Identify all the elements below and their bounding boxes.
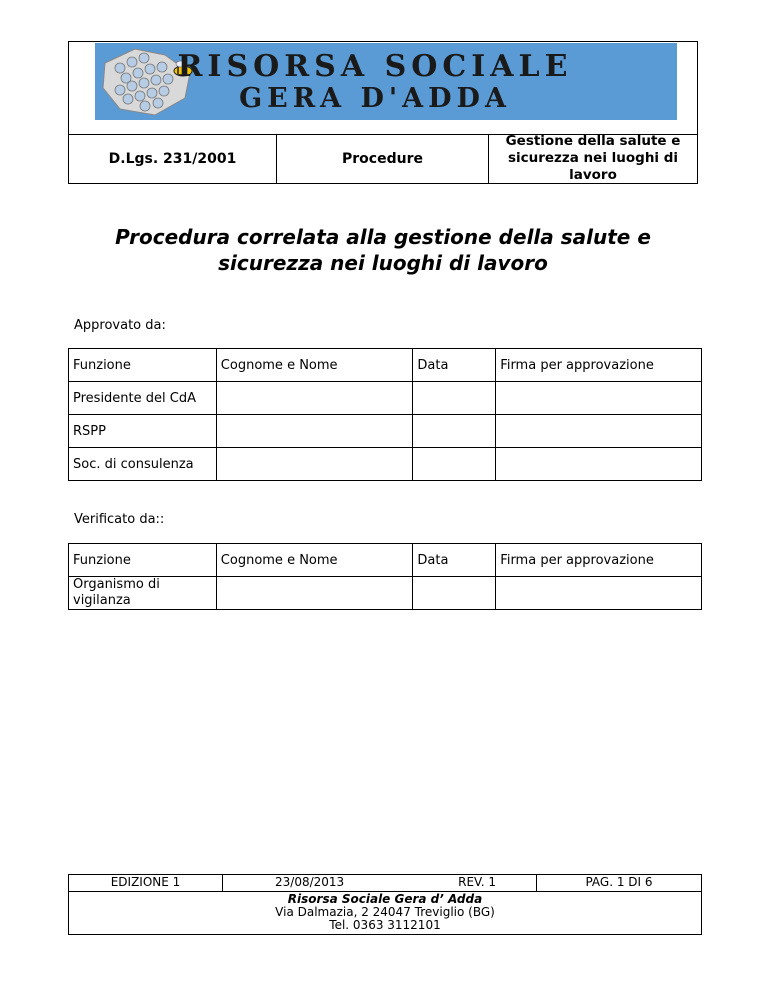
name-cell	[216, 415, 413, 448]
footer-address-block	[69, 892, 701, 934]
logo-line-2: GERA D'ADDA	[239, 83, 511, 114]
header-law: D.Lgs. 231/2001	[69, 134, 277, 183]
footer-revision: REV. 1	[383, 875, 537, 891]
date-cell	[413, 415, 496, 448]
role-cell: Organismo di vigilanza	[69, 577, 217, 610]
footer-meta-row	[69, 875, 701, 892]
verification-table	[68, 543, 702, 610]
signature-cell	[496, 577, 702, 610]
signature-cell	[496, 448, 702, 481]
date-cell	[413, 448, 496, 481]
footer-org-name: Risorsa Sociale Gera d’ Adda	[287, 892, 483, 906]
signature-cell	[496, 415, 702, 448]
approved-label: Approvato da:	[74, 318, 166, 333]
table-row	[69, 415, 702, 448]
column-header: Data	[413, 544, 496, 577]
verified-label: Verificato da::	[74, 512, 165, 527]
logo-line-1: RISORSA SOCIALE	[177, 49, 573, 84]
column-header: Firma per approvazione	[496, 544, 702, 577]
name-cell	[216, 382, 413, 415]
approval-table	[68, 348, 702, 481]
header-topic: Gestione della salute e sicurezza nei luoghi di lavoro	[505, 133, 681, 183]
table-row	[69, 382, 702, 415]
date-cell	[413, 382, 496, 415]
role-cell: Soc. di consulenza	[69, 448, 217, 481]
column-header: Cognome e Nome	[216, 544, 413, 577]
signature-cell	[496, 382, 702, 415]
table-header-row	[69, 544, 702, 577]
footer-page-number: PAG. 1 DI 6	[585, 875, 653, 889]
company-logo	[95, 43, 677, 120]
page-footer	[68, 874, 702, 935]
name-cell	[216, 577, 413, 610]
name-cell	[216, 448, 413, 481]
column-header: Funzione	[69, 349, 217, 382]
column-header: Cognome e Nome	[216, 349, 413, 382]
footer-address: Via Dalmazia, 2 24047 Treviglio (BG)	[275, 905, 495, 919]
footer-edition: EDIZIONE 1	[69, 875, 223, 891]
role-cell: Presidente del CdA	[69, 382, 217, 415]
header-category: Procedure	[277, 134, 489, 183]
table-row	[69, 448, 702, 481]
logo-row	[69, 42, 697, 135]
role-cell: RSPP	[69, 415, 217, 448]
footer-phone: Tel. 0363 3112101	[329, 918, 441, 932]
table-header-row	[69, 349, 702, 382]
table-row	[69, 577, 702, 610]
column-header: Funzione	[69, 544, 217, 577]
page-title: Procedura correlata alla gestione della salute e sicurezza nei luoghi di lavoro	[115, 225, 651, 275]
header-cells	[69, 134, 697, 183]
column-header: Data	[413, 349, 496, 382]
document-header	[68, 41, 698, 184]
column-header: Firma per approvazione	[496, 349, 702, 382]
date-cell	[413, 577, 496, 610]
footer-date: 23/08/2013	[275, 875, 345, 889]
